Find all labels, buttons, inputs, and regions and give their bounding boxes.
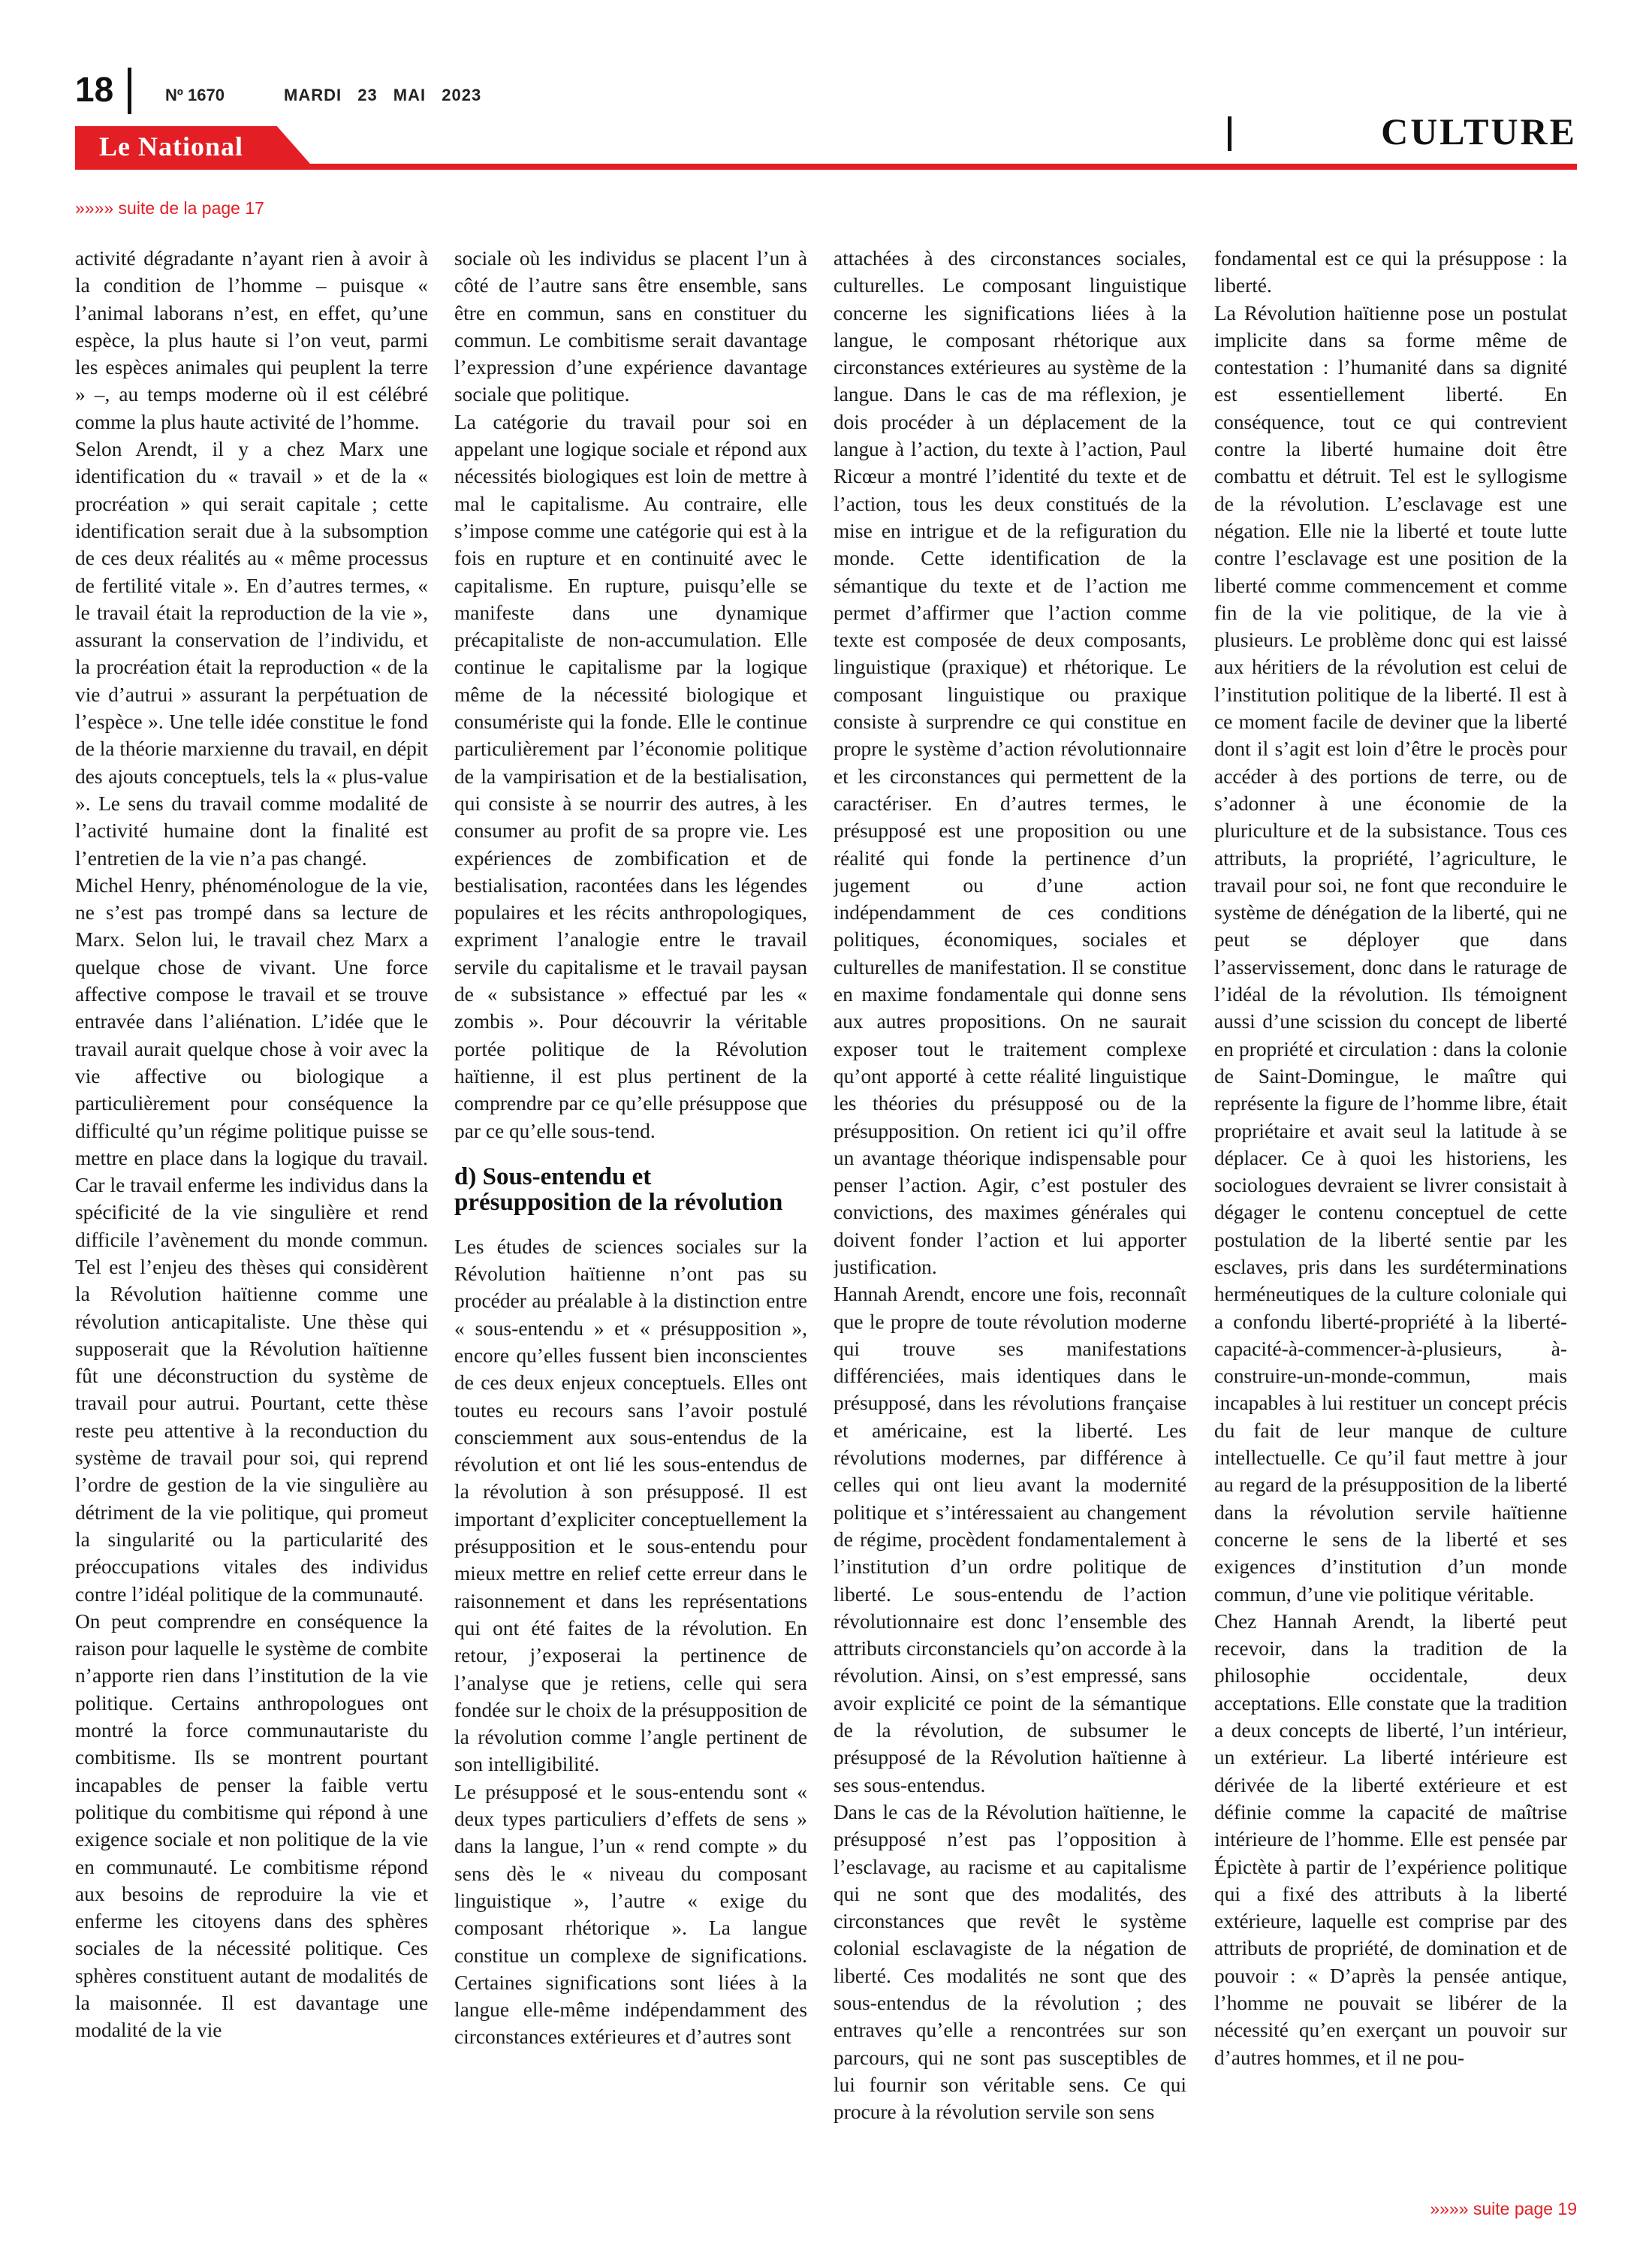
paragraph: attachées à des circonstances sociales, culturelles. Le composant linguistique concerne les significations liées à la langue, le composant rhétorique aux circonstances extérieures au système de la langue. Dans le cas de ma réflexion, je dois procéder à un déplacement de la langue à l’action, du texte à l’action, Paul Ricœur a montré l’identité du texte et de l’action, tous les deux constitués de la mise en intrigue et de la refiguration du monde. Cette identification de la sémantique du texte et de l’action me permet d’affirmer que l’action comme texte est composée de deux composants, linguistique (praxique) et rhétorique. Le composant linguistique ou praxique consiste à surprendre ce qui constitue en propre le système d’action révolutionnaire et les circonstances qui permettent de la caractériser. En d’autres termes, le présupposé est une proposition ou une réalité qui fonde la pertinence d’un jugement ou d’une action indépendamment de ces conditions politiques, économiques, sociales et culturelles de manifestation. Il se constitue en maxime fondamentale qui donne sens aux autres propositions. On ne saurait exposer tout le traitement complexe qu’ont apporté à cette réalité linguistique les théories du présupposé ou de la présupposition. On retient ici qu’il offre un avantage théorique indispensable pour penser l’action. Agir, c’est postuler des convictions, des maximes générales qui doivent fonder l’action et lui apporter justification. — [834, 247, 1186, 1278]
paragraph: sociale où les individus se placent l’un à côté de l’autre sans être ensemble, sans être en commun, sans en constituer du commun. Le combitisme serait davantage l’expression d’une expérience davantage sociale que politique. — [454, 247, 807, 406]
page-number: 18 — [75, 70, 114, 109]
section-divider — [1228, 116, 1231, 151]
article-column-2 — [454, 245, 807, 2197]
article-subheading: d) Sous-entendu et présupposition de la révolution — [454, 1163, 783, 1216]
paragraph: Dans le cas de la Révolution haïtienne, le présupposé n’est pas l’opposition à l’esclavage, au racisme et au capitalisme qui ne sont que des modalités, des circonstances que revêt le système colonial esclavagiste de la négation de liberté. Ces modalités ne sont que des sous-entendus de la révolution ; des entraves qu’elle a rencontrées sur son parcours, qui ne sont pas susceptibles de lui fournir son véritable sens. Ce qui procure à la révolution servile son sens — [834, 1800, 1186, 2124]
paragraph: fondamental est ce qui la présuppose : la liberté. — [1214, 247, 1567, 297]
article-column-1 — [75, 245, 428, 2197]
header-rule — [75, 164, 1577, 170]
paragraph: Selon Arendt, il y a chez Marx une identification du « travail » et de la « procréation » qui serait capitale ; cette identification serait due à la subsomption de ces deux réalités au « même processus de fertilité vitale ». En d’autres termes, « le travail était la reproduction de la vie », assurant la conservation de l’individu, et la procréation était la reproduction « de la vie d’autrui » assurant la perpétuation de l’espèce ». Une telle idée constitue le fond de la théorie marxienne du travail, en dépit des ajouts conceptuels, tels la « plus-value ». Le sens du travail comme modalité de l’activité humaine dont la finalité est l’entretien de la vie n’a pas changé. — [75, 438, 428, 870]
paragraph: La catégorie du travail pour soi en appelant une logique sociale et répond aux nécessités biologiques est loin de mettre à mal le capitalisme. Au contraire, elle s’impose comme une catégorie qui est à la fois en rupture et en continuité avec le capitalisme. En rupture, puisqu’elle se manifeste dans une dynamique précapitaliste de non-accumulation. Elle continue le capitalisme par la logique même de la nécessité biologique et consumériste qui la fonde. Elle le continue particulièrement par l’économie politique de la vampirisation et de la bestialisation, qui consiste à se nourrir des autres, à les consumer au profit de sa propre vie. Les expériences de zombification et de bestialisation, racontées dans les légendes populaires et les récits anthropologiques, expriment l’analogie entre le travail servile du capitalisme et le travail paysan de « subsistance » effectué par les « zombis ». Pour découvrir la véritable portée politique de la Révolution haïtienne, il est plus pertinent de la comprendre par ce qu’elle présuppose que par ce qu’elle sous-tend. — [454, 410, 807, 1142]
continued-from-link[interactable]: »»»» suite de la page 17 — [75, 198, 264, 218]
publication-logo: Le National — [99, 131, 244, 161]
section-title: CULTURE — [1381, 110, 1577, 152]
paragraph: Les études de sciences sociales sur la Révolution haïtienne n’ont pas su procéder au préalable à la distinction entre « sous-entendu » et « présupposition », encore qu’elles fussent bien inconscientes de ces deux enjeux conceptuels. Elles ont toutes eu recours sans l’avoir postulé consciemment aux sous-entendus de la révolution et ont lié les sous-entendus de la révolution à son présupposé. Il est important d’expliciter conceptuellement la présupposition et le sous-entendu pour mieux mettre en relief cette erreur dans le raisonnement et dans les représentations qui ont été faites de la révolution. En retour, j’exposerai la pertinence de l’analyse que je retiens, celle qui sera fondée sur le choix de la présupposition de la révolution comme l’angle pertinent de son intelligibilité. — [454, 1235, 807, 1776]
paragraph: activité dégradante n’ayant rien à avoir à la condition de l’homme – puisque « l’animal laborans n’est, en effet, qu’une espèce, la plus haute si l’on veut, parmi les espèces animales qui peuplent la terre » –, au temps moderne où il est célébré comme la plus haute activité de l’homme. — [75, 247, 428, 433]
paragraph: On peut comprendre en conséquence la raison pour laquelle le système de combite n’apporte rien dans l’institution de la vie politique. Certains anthropologues ont montré la force communautariste du combitisme. Ils se montrent pourtant incapables de penser la faible vertu politique du combitisme qui répond à une exigence sociale et non politique de la vie en communauté. Le combitisme répond aux besoins de reproduire la vie et enferme les citoyens dans des sphères sociales de la nécessité politique. Ces sphères constituent autant de modalités de la maisonnée. Il est davantage une modalité de la vie — [75, 1609, 428, 2042]
paragraph: Hannah Arendt, encore une fois, reconnaît que le propre de toute révolution moderne qui trouve ses manifestations différenciées, mais identiques dans le présupposé, dans les révolutions française et américaine, est la liberté. Les révolutions modernes, par différence à celles qui ont lieu avant la modernité politique et s’intéressaient au changement de régime, procèdent fondamentalement à l’institution d’un ordre politique de liberté. Le sous-entendu de l’action révolutionnaire est donc l’ensemble des attributs circonstanciels qu’on accorde à la révolution. Ainsi, on s’est empressé, sans avoir explicité ce point de la sémantique de la révolution, de subsumer le présupposé de la Révolution haïtienne à ses sous-entendus. — [834, 1283, 1186, 1796]
issue-number: Nº 1670 — [165, 86, 225, 104]
paragraph: Le présupposé et le sous-entendu sont « deux types particuliers d’effets de sens » dans la langue, l’un « rend compte » du sens dès le « niveau du composant linguistique », l’autre « exige du composant rhétorique ». La langue constitue un complexe de significations. Certaines significations sont liées à la langue elle-même indépendamment des circonstances extérieures et d’autres sont — [454, 1780, 807, 2049]
paragraph: La Révolution haïtienne pose un postulat implicite dans sa forme même de contestation : l’humanité dans sa dignité est essentiellement liberté. En conséquence, tout ce qui contrevient contre la liberté humaine doit être combattu et détruit. Tel est le syllogisme de la révolution. L’esclavage est une négation. Elle nie la liberté et toute lutte contre l’esclavage est une position de la liberté comme commencement et comme fin de la vie politique, de la vie à plusieurs. Le problème donc qui est laissé aux héritiers de la révolution est celui de l’institution politique de la liberté. Il est à ce moment facile de deviner que la liberté dont il s’agit est loin d’être le procès pour accéder à des portions de terre, ou de s’adonner à une économie de la pluriculture et de la subsistance. Tous ces attributs, la propriété, l’agriculture, le travail pour soi, ne font que reconduire le système de dénégation de la liberté, qui ne peut se déployer que dans l’asservissement, donc dans le raturage de l’idéal de la révolution. Ils témoignent aussi d’une scission du concept de liberté en propriété et circulation : dans la colonie de Saint-Domingue, le maître qui représente la figure de l’homme libre, était propriétaire et avait seul la latitude à se déplacer. Ce à quoi les historiens, les sociologues devraient se livrer consistait à dégager le contenu conceptuel de cette postulation de la liberté sentie par les esclaves, pris dans les surdéterminations herméneutiques de la culture coloniale qui a confondu liberté-propriété à la liberté-capacité-à-commencer-à-plusieurs, à-construire-un-monde-commun, mais incapables à lui restituer un concept précis du fait de leur manque de culture intellectuelle. Ce qu’il faut mettre à jour au regard de la présupposition de la liberté dans la révolution servile haïtienne concerne le sens de la liberté et ses exigences d’institution d’un monde commun, d’une vie politique véritable. — [1214, 301, 1567, 1606]
paragraph: Michel Henry, phénoménologue de la vie, ne s’est pas trompé dans sa lecture de Marx. Selon lui, le travail chez Marx a quelque chose de vivant. Une force affective compose le travail et se trouve entravée dans l’aliénation. L’idée que le travail aurait quelque chose à voir avec la vie affective ou biologique a particulièrement pour conséquence la difficulté qu’un régime politique puisse se mettre en place dans la logique du travail. Car le travail enferme les individus dans la spécificité de la vie singulière et rend difficile l’avènement du monde commun. Tel est l’enjeu des thèses qui considèrent la Révolution haïtienne comme une révolution anticapitaliste. Une thèse qui supposerait que la Révolution haïtienne fût une déconstruction du système de travail pour autrui. Pourtant, cette thèse reste peu attentive à la reconduction du système de travail pour soi, qui reprend l’ordre de gestion de la vie singulière au détriment de la vie politique, qui promeut la singularité ou la particularité des préoccupations vitales des individus contre l’idéal politique de la communauté. — [75, 873, 428, 1606]
issue-date: MARDI 23 MAI 2023 — [284, 86, 482, 104]
page-number-divider — [128, 68, 131, 114]
article-column-4 — [1214, 245, 1567, 2197]
article-column-3 — [834, 245, 1186, 2197]
continued-to-link[interactable]: »»»» suite page 19 — [1430, 2199, 1577, 2218]
paragraph: Chez Hannah Arendt, la liberté peut recevoir, dans la tradition de la philosophie occidentale, deux acceptations. Elle constate que la tradition a deux concepts de liberté, l’un intérieur, un extérieur. La liberté intérieure est dérivée de la liberté extérieure et est définie comme la capacité de maîtrise intérieure de l’homme. Elle est pensée par Épictète à partir de l’expérience politique qui a fixé des attributs à la liberté extérieure, laquelle est comprise par des attributs de propriété, de domination et de pouvoir : « D’après la pensée antique, l’homme ne pouvait se libérer de la nécessité qu’en exerçant un pouvoir sur d’autres hommes, et il ne pou- — [1214, 1609, 1567, 2069]
